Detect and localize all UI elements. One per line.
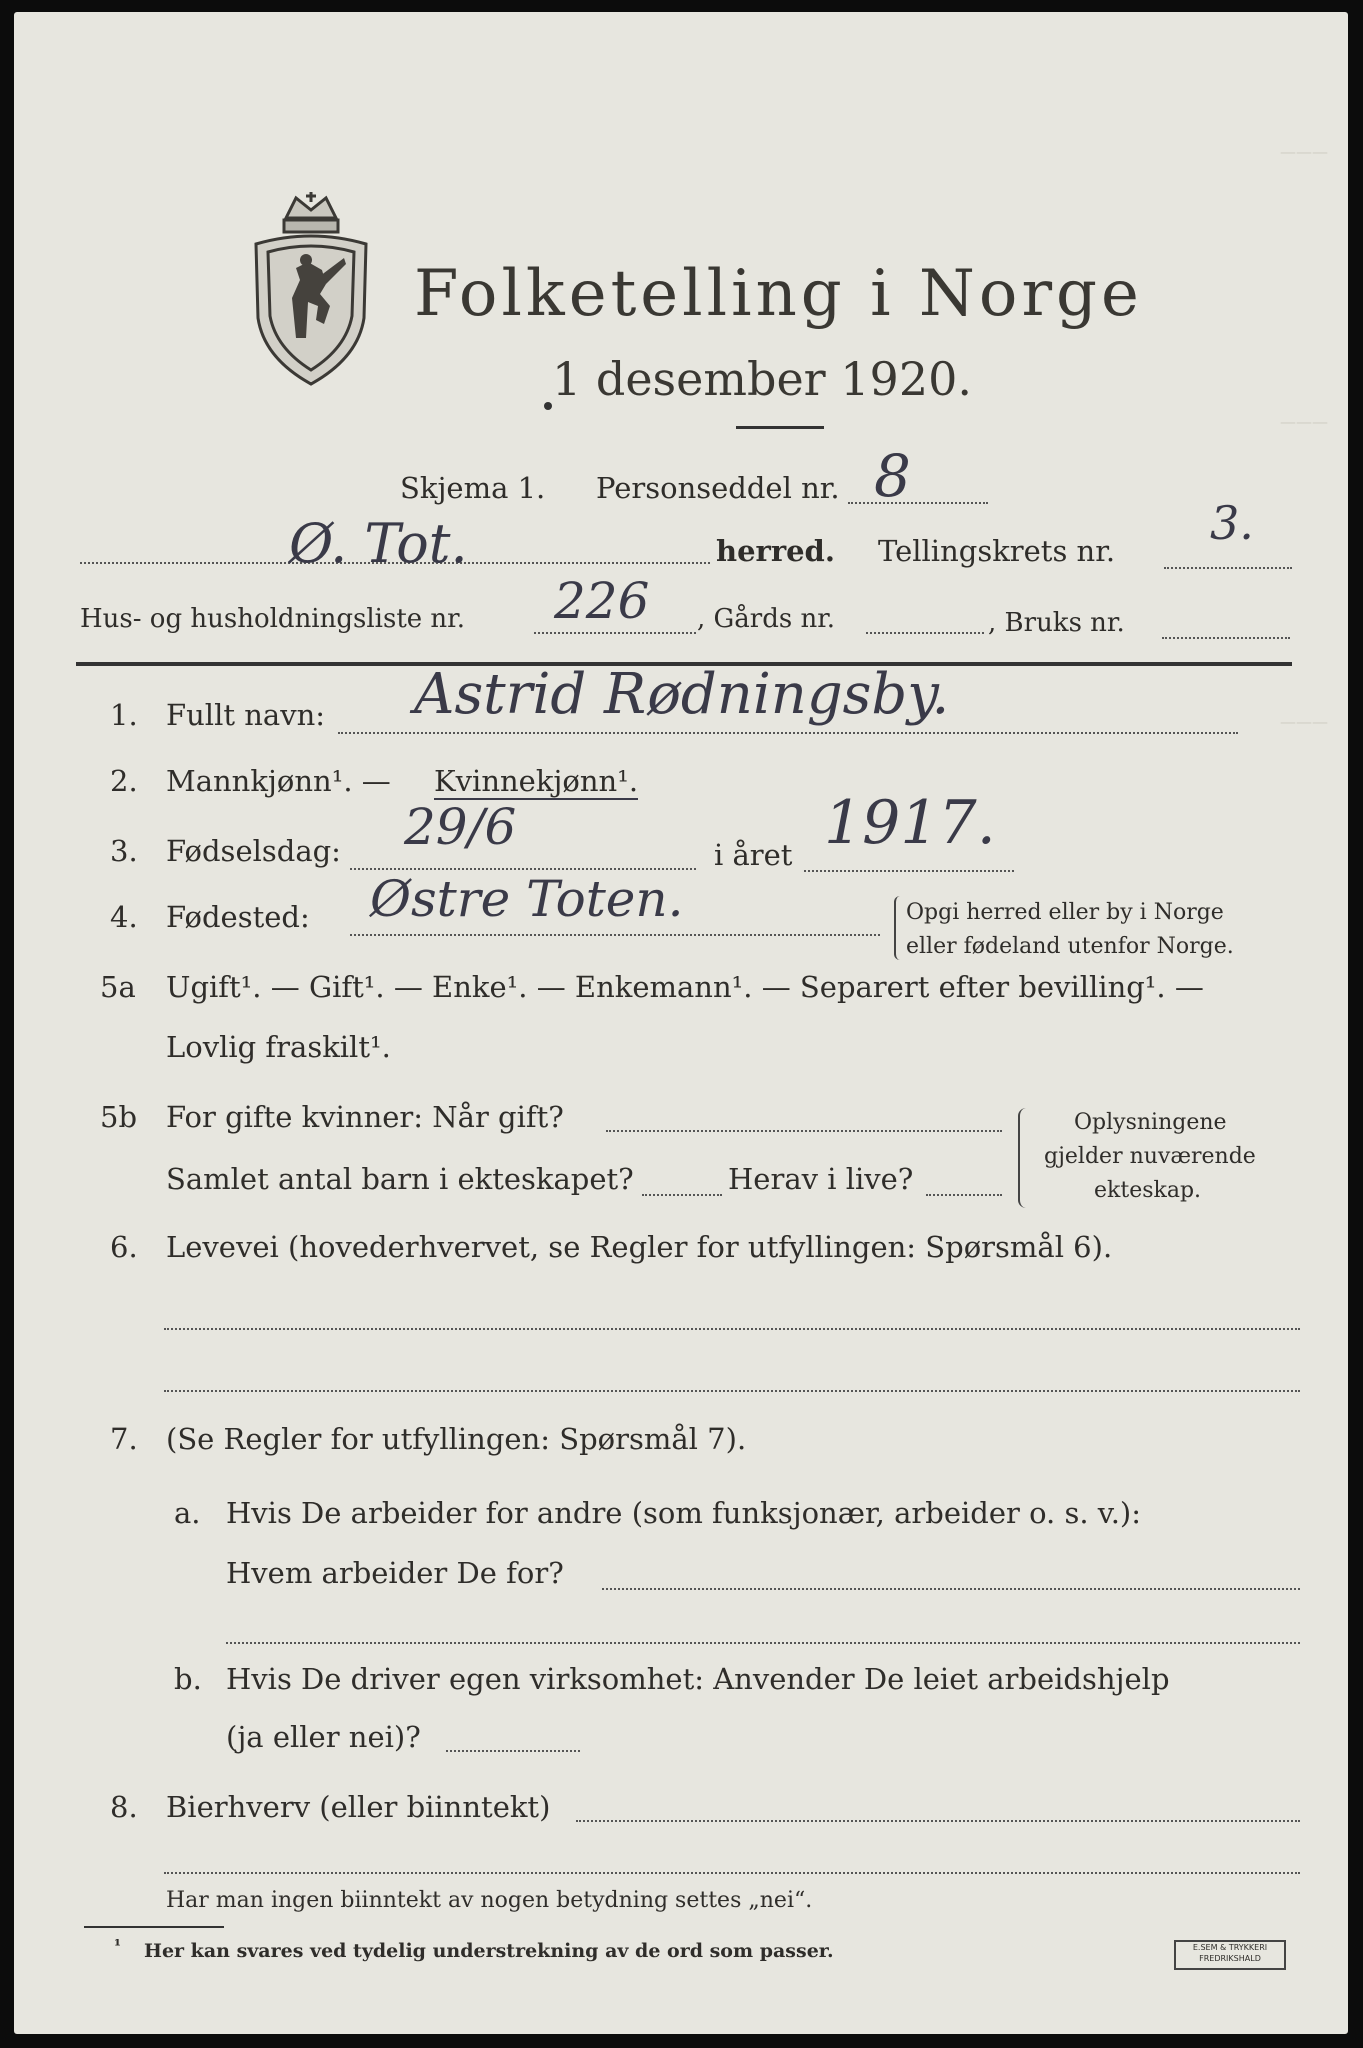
form-date: 1 desember 1920.: [552, 352, 972, 406]
hus-value[interactable]: 226: [554, 572, 650, 630]
q4-note-line2: eller fødeland utenfor Norge.: [906, 934, 1234, 959]
q7b-line1: Hvis De driver egen virksomhet: Anvender De leiet arbeidshjelp: [226, 1662, 1170, 1696]
q5b-note-brace: [1018, 1108, 1028, 1208]
census-form-page: [14, 12, 1348, 2034]
q7a-line1: Hvis De arbeider for andre (som funksjonær, arbeider o. s. v.):: [226, 1496, 1142, 1530]
bruks-line: [1162, 637, 1290, 639]
footnote-text: Her kan svares ved tydelig understrekning av de ord som passer.: [144, 1940, 834, 1962]
personseddel-line: [848, 502, 988, 504]
q8-number: 8.: [110, 1790, 138, 1824]
tellingskrets-line: [1164, 567, 1292, 569]
form-title: Folketelling i Norge: [414, 257, 1143, 331]
q5b-married-when-label: For gifte kvinner: Når gift?: [166, 1100, 564, 1134]
gards-line: [866, 632, 984, 634]
tellingskrets-value[interactable]: 3.: [1210, 496, 1254, 550]
q4-line: [350, 934, 880, 936]
q5b-note-line2: gjelder nuværende: [1044, 1144, 1256, 1169]
q7-label: (Se Regler for utfyllingen: Spørsmål 7).: [166, 1422, 747, 1456]
q5b-children-label: Samlet antal barn i ekteskapet?: [166, 1162, 634, 1196]
q7a-employer-label: Hvem arbeider De for?: [226, 1556, 564, 1590]
herred-label: herred.: [716, 534, 835, 568]
q7b-hire-label: (ja eller nei)?: [226, 1720, 421, 1754]
personseddel-label: Personseddel nr.: [596, 471, 840, 505]
marital-status-divorced-option[interactable]: Lovlig fraskilt¹.: [166, 1030, 391, 1064]
q4-note-line1: Opgi herred eller by i Norge: [906, 900, 1224, 925]
bleed-through-mark: ———: [1280, 412, 1328, 431]
title-divider: [736, 426, 824, 429]
gender-male-option[interactable]: Mannkjønn¹. —: [166, 764, 391, 798]
birth-year-value[interactable]: 1917.: [824, 788, 996, 858]
q5b-children-line: [642, 1194, 722, 1196]
gender-female-option[interactable]: Kvinnekjønn¹.: [434, 764, 639, 798]
date-dot: [544, 374, 554, 384]
q4-label: Fødested:: [166, 900, 310, 934]
q8-note: Har man ingen biinntekt av nogen betydning settes „nei“.: [166, 1888, 813, 1913]
birth-date-value[interactable]: 29/6: [404, 798, 517, 856]
q5b-number: 5b: [100, 1100, 138, 1134]
q8-label: Bierhverv (eller biinntekt): [166, 1790, 551, 1824]
q6-number: 6.: [110, 1230, 138, 1264]
q6-answer-line-1[interactable]: [164, 1328, 1300, 1330]
tellingskrets-label: Tellingskrets nr.: [878, 534, 1116, 568]
hus-line: [534, 632, 696, 634]
printer-stamp-line2: FREDRIKSHALD: [1199, 1954, 1261, 1963]
q7a-letter: a.: [174, 1496, 201, 1530]
printer-stamp: [1174, 1940, 1286, 1970]
footnote-rule: [84, 1926, 224, 1928]
skjema-label: Skjema 1.: [400, 471, 546, 505]
coat-of-arms-icon: [246, 188, 376, 388]
q3-year-label: i året: [714, 838, 793, 872]
q6-answer-line-2[interactable]: [164, 1390, 1300, 1392]
printer-stamp-line1: E.SEM & TRYKKERI: [1192, 1943, 1268, 1952]
q5b-alive-line: [926, 1194, 1002, 1196]
q5b-married-line: [606, 1130, 1002, 1132]
q8-line-1[interactable]: [576, 1820, 1300, 1822]
q7a-employer-line[interactable]: [602, 1588, 1300, 1590]
bleed-through-mark: ———: [1280, 142, 1328, 161]
q3-label: Fødselsdag:: [166, 834, 341, 868]
q3-number: 3.: [110, 834, 138, 868]
q6-label: Levevei (hovederhvervet, se Regler for utfyllingen: Spørsmål 6).: [166, 1230, 1113, 1264]
q7b-letter: b.: [174, 1662, 202, 1696]
personseddel-value[interactable]: 8: [874, 442, 911, 510]
bruks-label: , Bruks nr.: [988, 608, 1125, 638]
birthplace-value[interactable]: Østre Toten.: [370, 870, 684, 928]
q7-number: 7.: [110, 1422, 138, 1456]
footnote-marker: ¹: [114, 1936, 122, 1955]
herred-value[interactable]: Ø. Tot.: [289, 512, 468, 575]
marital-status-options[interactable]: Ugift¹. — Gift¹. — Enke¹. — Enkemann¹. — Separert efter bevilling¹. —: [166, 970, 1204, 1004]
hus-label: Hus- og husholdningsliste nr.: [80, 604, 466, 634]
q5a-number: 5a: [100, 970, 136, 1004]
q7a-extra-line[interactable]: [226, 1642, 1300, 1644]
q5b-note-line1: Oplysningene: [1074, 1110, 1227, 1135]
q8-line-2[interactable]: [164, 1872, 1300, 1874]
gards-label: , Gårds nr.: [697, 604, 836, 634]
q7b-hire-line[interactable]: [446, 1750, 580, 1752]
q3-year-line: [804, 870, 1014, 872]
q4-note-brace: [894, 896, 902, 960]
q1-line: [338, 732, 1238, 734]
q4-number: 4.: [110, 900, 138, 934]
q5b-note-line3: ekteskap.: [1094, 1178, 1202, 1203]
bleed-through-mark: ———: [1280, 712, 1328, 731]
q1-number: 1.: [110, 698, 138, 732]
q1-label: Fullt navn:: [166, 698, 326, 732]
q5b-alive-label: Herav i live?: [728, 1162, 914, 1196]
q2-number: 2.: [110, 764, 138, 798]
full-name-value[interactable]: Astrid Rødningsby.: [414, 662, 950, 727]
